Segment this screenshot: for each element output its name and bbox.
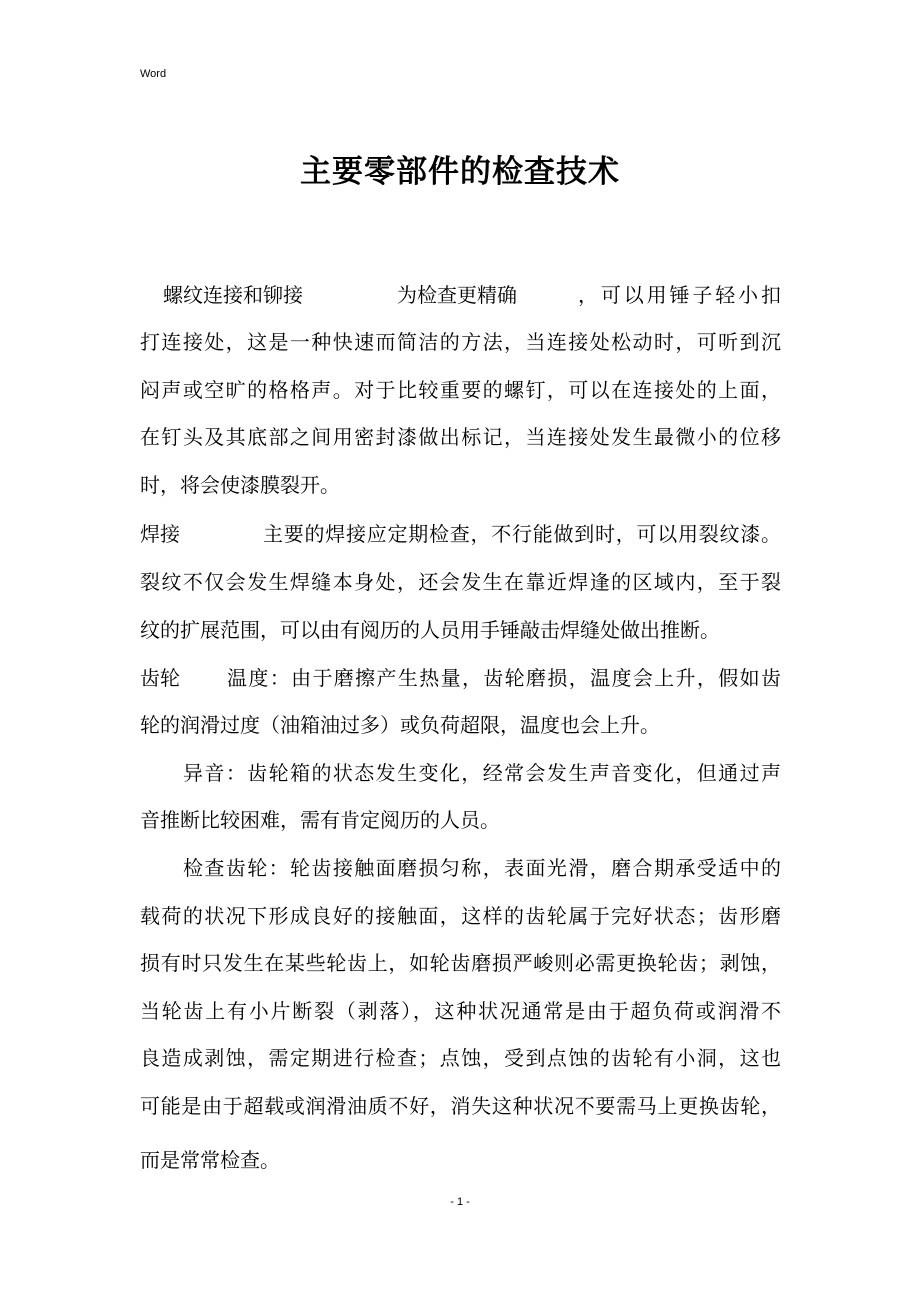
- paragraph-line: 检查齿轮：轮齿接触面磨损匀称，表面光滑，磨合期承受适中的: [183, 856, 781, 880]
- paragraph-line: [140, 665, 781, 691]
- paragraph-line: [140, 521, 781, 547]
- document-title: 主要零部件的检查技术: [300, 154, 620, 190]
- line-text: 温度：由于磨擦产生热量，齿轮磨损，温度会上升，假如齿: [227, 666, 781, 690]
- paragraph-line: 异音：齿轮箱的状态发生变化，经常会发生声音变化，但通过声: [183, 761, 781, 785]
- section-heading: 螺纹连接和铆接: [163, 283, 303, 307]
- paragraph-line: [140, 282, 781, 308]
- paragraph-line: 时，将会使漆膜裂开。: [140, 473, 340, 497]
- paragraph-line: 闷声或空旷的格格声。对于比较重要的螺钉，可以在连接处的上面，: [140, 378, 781, 402]
- line-text: 主要的焊接应定期检查，不行能做到时，可以用裂纹漆。: [263, 522, 781, 546]
- section-heading: 焊接: [140, 522, 180, 546]
- paragraph-line: 裂纹不仅会发生焊缝本身处，还会发生在靠近焊逢的区域内，至于裂: [140, 570, 781, 594]
- paragraph-line: 轮的润滑过度（油箱油过多）或负荷超限，温度也会上升。: [140, 713, 660, 737]
- header-label: Word: [140, 68, 167, 80]
- paragraph-line: 纹的扩展范围，可以由有阅历的人员用手锤敲击焊缝处做出推断。: [140, 618, 720, 642]
- paragraph-line: 在钉头及其底部之间用密封漆做出标记，当连接处发生最微小的位移: [140, 425, 781, 449]
- line-text: ，可以用锤子轻小扣: [578, 283, 781, 307]
- paragraph-line: 打连接处，这是一种快速而简洁的方法，当连接处松动时，可听到沉: [140, 330, 781, 354]
- paragraph-line: 当轮齿上有小片断裂（剥落），这种状况通常是由于超负荷或润滑不: [140, 999, 781, 1023]
- paragraph-line: 损有时只发生在某些轮齿上，如轮齿磨损严峻则必需更换轮齿；剥蚀，: [140, 951, 781, 975]
- paragraph-line: 良造成剥蚀，需定期进行检查；点蚀，受到点蚀的齿轮有小洞，这也: [140, 1046, 781, 1070]
- paragraph-line: 音推断比较困难，需有肯定阅历的人员。: [140, 808, 500, 832]
- paragraph-line: 可能是由于超载或润滑油质不好，消失这种状况不要需马上更换齿轮，: [140, 1094, 781, 1118]
- section-subheading: 为检查更精确: [397, 283, 517, 307]
- paragraph-line: 而是常常检查。: [140, 1148, 280, 1172]
- page-number: - 1 -: [450, 1196, 470, 1208]
- paragraph-line: 载荷的状况下形成良好的接触面，这样的齿轮属于完好状态；齿形磨: [140, 904, 781, 928]
- section-heading: 齿轮: [140, 666, 180, 690]
